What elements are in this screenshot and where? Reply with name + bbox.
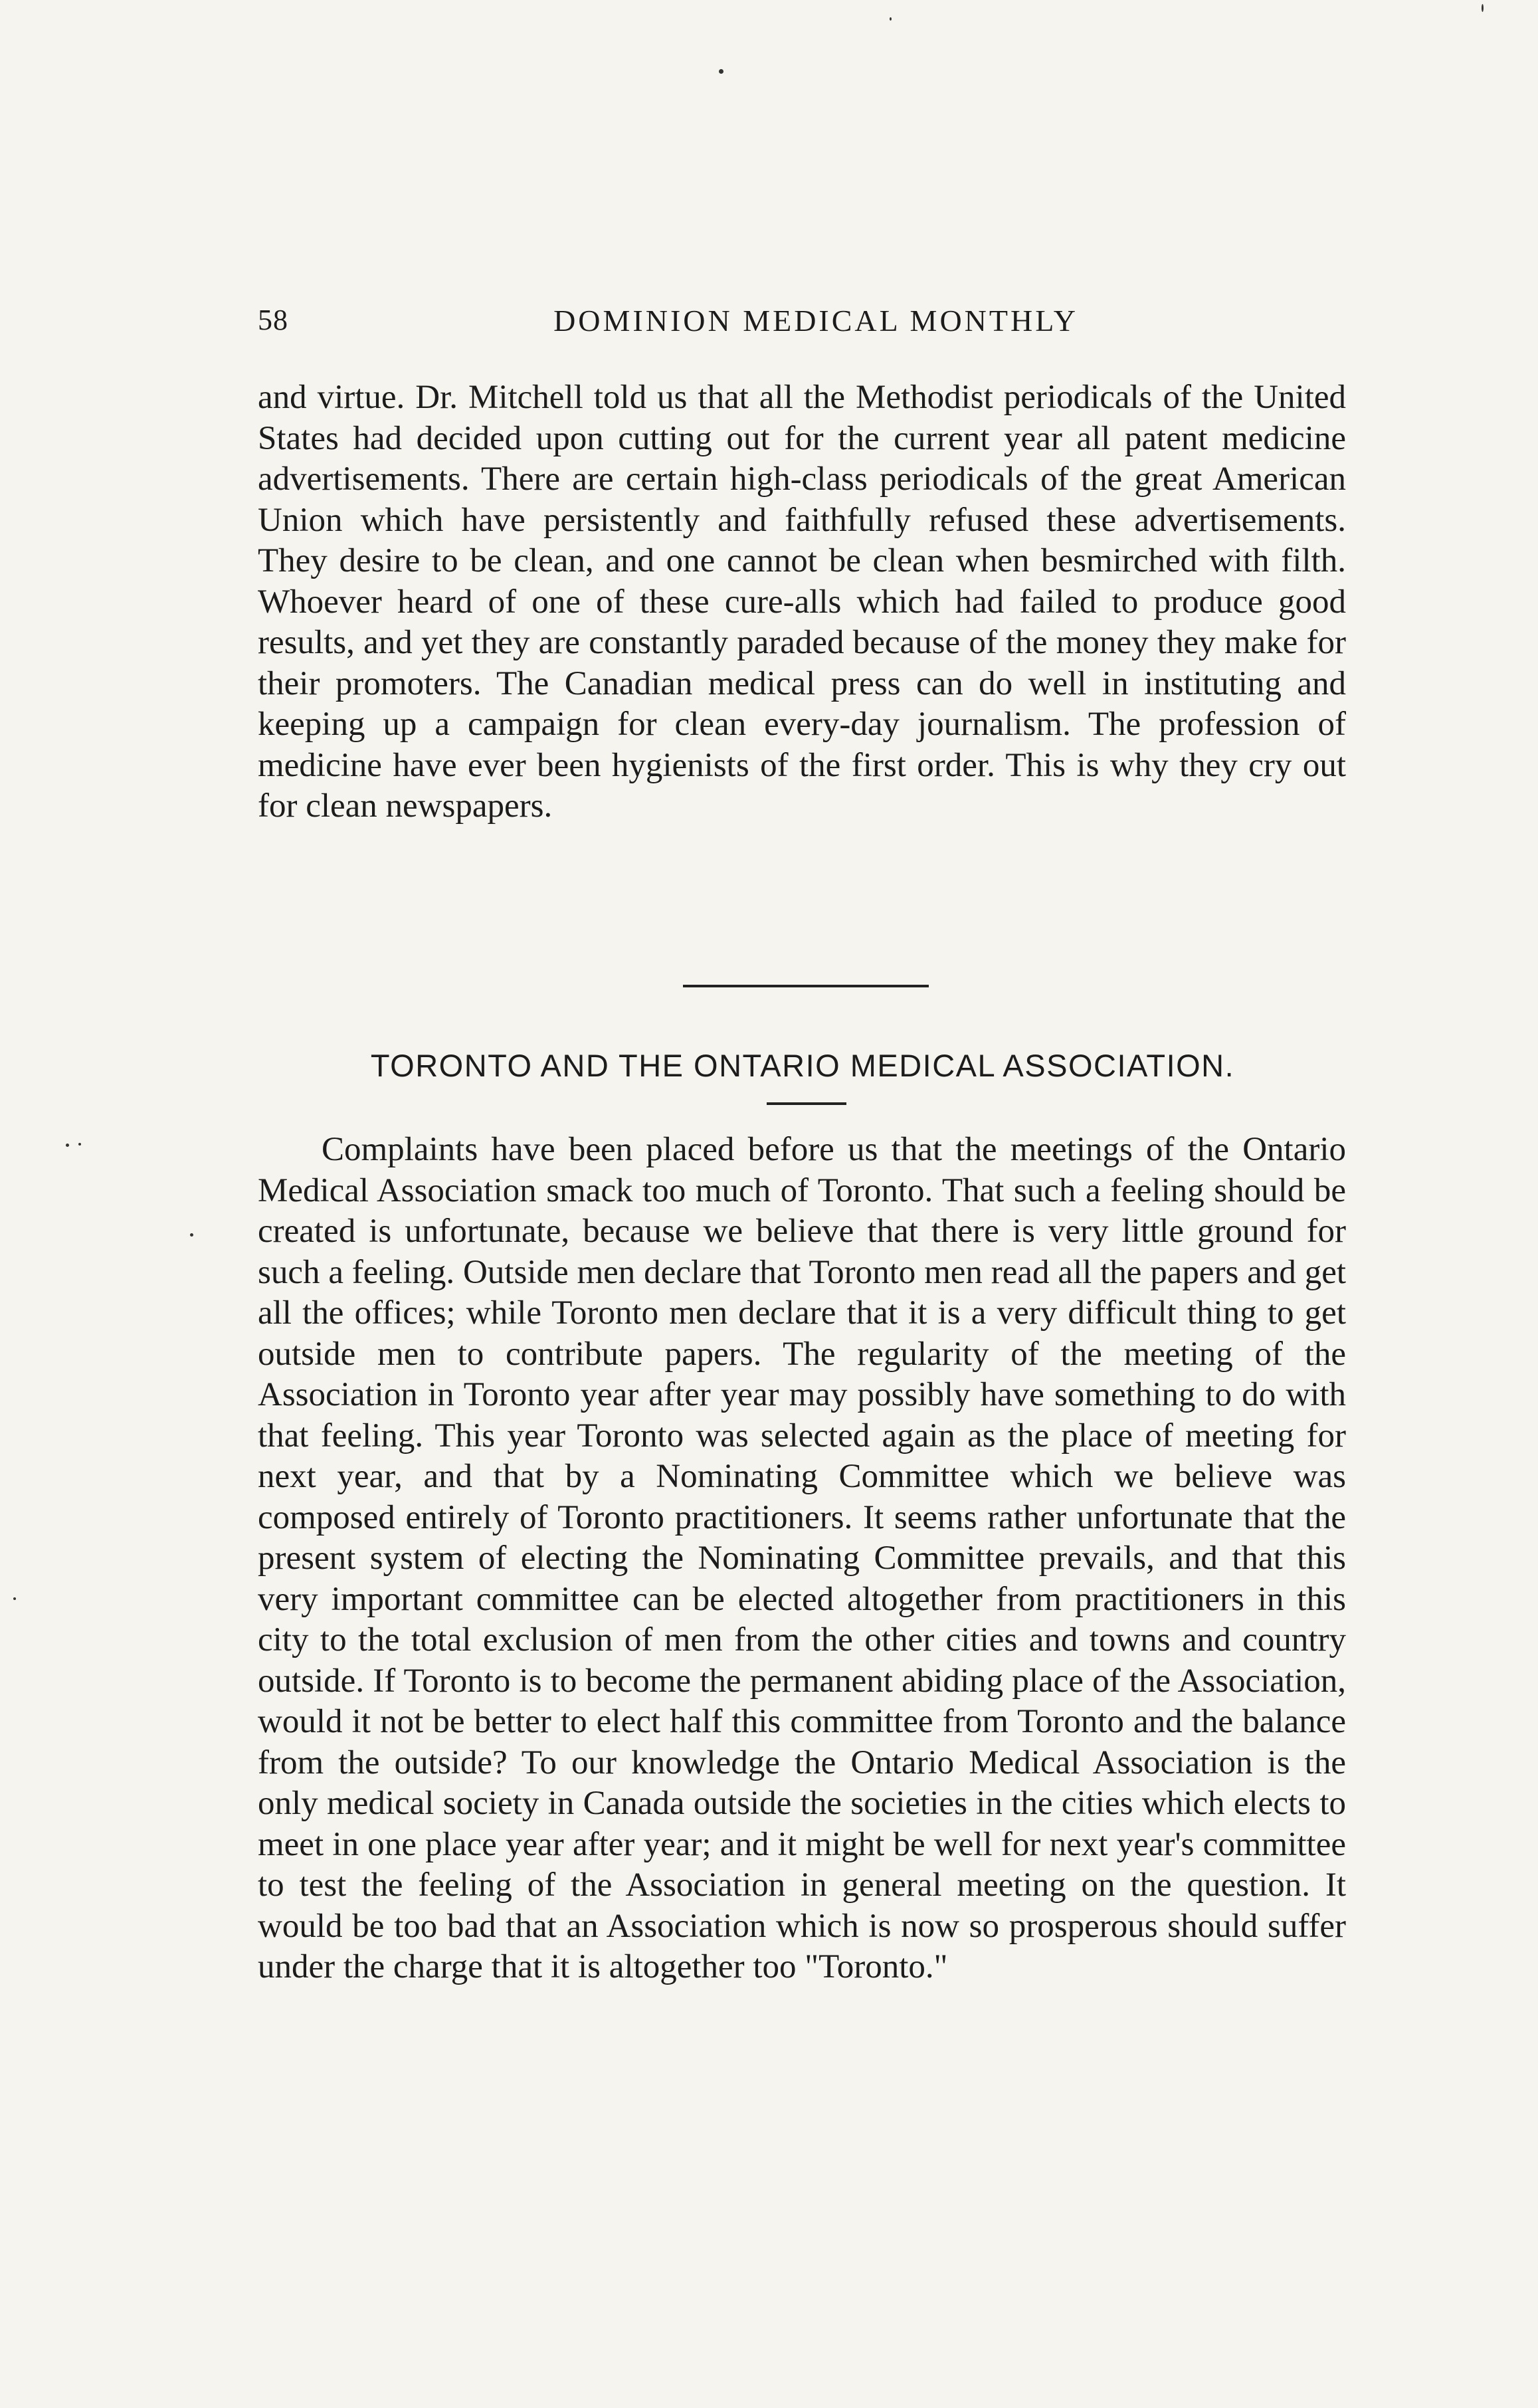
page-header [258, 303, 1347, 350]
scan-speck [1482, 4, 1484, 12]
article-body [258, 1130, 1346, 1988]
continued-paragraph [258, 377, 1346, 827]
scan-speck [78, 1143, 81, 1146]
scan-speck [719, 69, 723, 74]
scan-speck [66, 1144, 69, 1147]
section-divider [683, 985, 929, 987]
continued-paragraph-text: and virtue. Dr. Mitchell told us that all the Methodist periodicals of the United States had decided upon cutting out for the current year all patent medicine advertisements. There are certain high-class periodicals of the great American Union which have persistently and faithfully refused these advertisements. They desire to be clean, and one cannot be clean when besmirched with filth. Whoever heard of one of these cure-alls which had failed to produce good results, and yet they are constantly paraded because of the money they make for their promoters. The Canadian medical press can do well in instituting and keeping up a campaign for clean every-day journalism. The profession of medicine have ever been hygienists of the first order. This is why they cry out for clean newspapers. [258, 379, 1346, 825]
scan-speck [890, 17, 892, 21]
page-number: 58 [258, 304, 288, 336]
scan-speck [13, 1597, 16, 1600]
scan-speck [190, 1233, 193, 1237]
title-underline [767, 1102, 846, 1105]
article-paragraph: Complaints have been placed before us that the meetings of the Ontario Medical Association smack too much of Toronto. That such a feeling should be created is unfortunate, because we believe that there is very little ground for such a feeling. Outside men declare that Toronto men read all the papers and get all the offices; while Toronto men declare that it is a very difficult thing to get outside men to contribute papers. The regularity of the meeting of the Association in Toronto year after year may possibly have something to do with that feeling. This year Toronto was selected again as the place of meeting for next year, and that by a Nominating Committee which we believe was composed entirely of Toronto practitioners. It seems rather unfortunate that the present system of electing the Nominating Committee prevails, and that this very important committee can be elected altogether from practitioners in this city to the total exclusion of men from the other cities and towns and country outside. If Toronto is to become the permanent abiding place of the Association, would it not be better to elect half this committee from Toronto and the balance from the outside? To our knowledge the Ontario Medical Association is the only medical society in Canada outside the societies in the cities which elects to meet in one place year after year; and it might be well for next year's committee to test the feeling of the Association in general meeting on the question. It would be too bad that an Association which is now so prosperous should suffer under the charge that it is altogether too "Toronto." [258, 1131, 1346, 1985]
running-head: DOMINION MEDICAL MONTHLY [553, 304, 1078, 338]
article-title: TORONTO AND THE ONTARIO MEDICAL ASSOCIATION. [370, 1048, 1235, 1083]
